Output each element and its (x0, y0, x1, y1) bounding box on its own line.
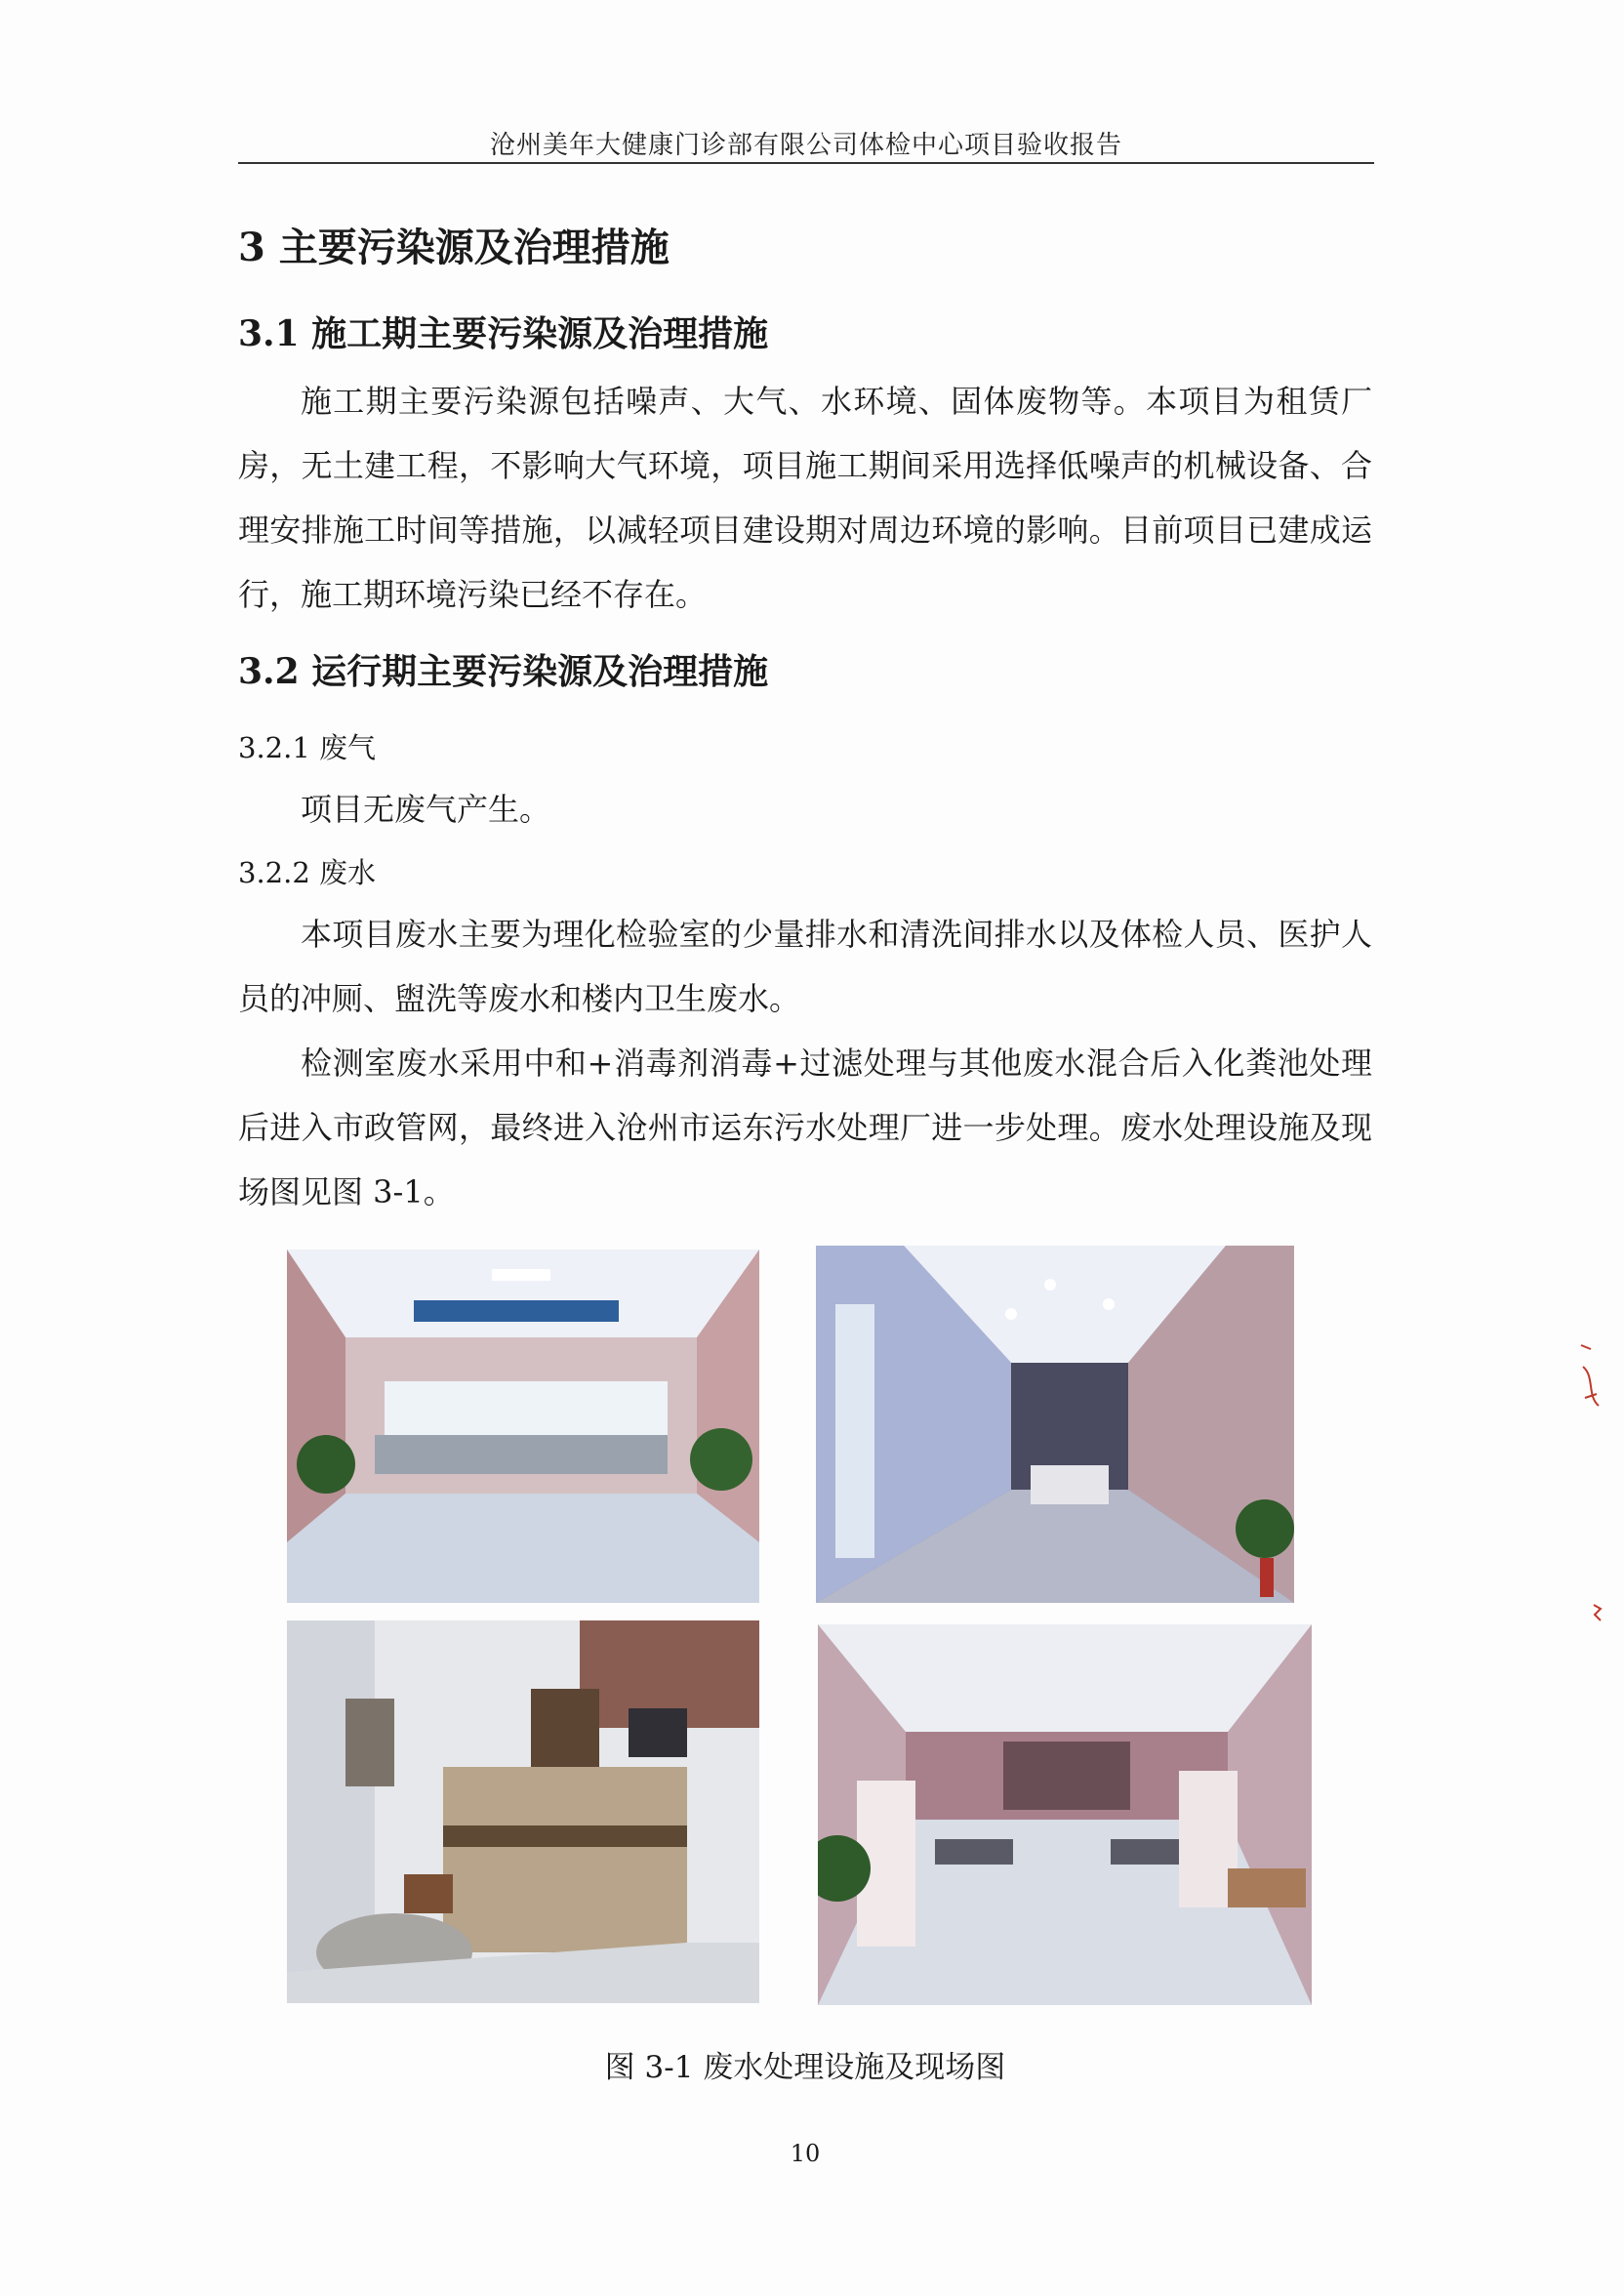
scan-stamp-mark-small (1591, 1601, 1604, 1624)
item-heading-3-2-2: 3.2.2 废水 (238, 856, 377, 889)
figure-caption: 图 3-1 废水处理设施及现场图 (604, 2050, 1006, 2085)
paragraph-exhaust-gas: 项目无废气产生。 (301, 791, 551, 828)
photo-reception-hall (287, 1250, 759, 1603)
paragraph-wastewater-treatment: 检测室废水采用中和+消毒剂消毒+过滤处理与其他废水混合后入化粪池处理后进入市政管网，最终进入沧州市运东污水处理厂进一步处理。废水处理设施及现场图见图 3-1。 (238, 1045, 1372, 1210)
photo-treatment-equipment (287, 1620, 759, 2003)
photo-waiting-area (818, 1624, 1312, 2005)
running-header: 沧州美年大健康门诊部有限公司体检中心项目验收报告 (489, 131, 1122, 160)
paragraph-wastewater-sources: 本项目废水主要为理化检验室的少量排水和清洗间排水以及体检人员、医护人员的冲厕、盥洗等废水和楼内卫生废水。 (238, 916, 1372, 1017)
photo-corridor (816, 1246, 1294, 1603)
item-heading-3-2-1: 3.2.1 废气 (238, 731, 377, 764)
section-heading: 3 主要污染源及治理措施 (238, 225, 670, 270)
subsection-heading-3-2: 3.2 运行期主要污染源及治理措施 (238, 651, 769, 692)
header-rule (238, 162, 1374, 164)
subsection-heading-3-1: 3.1 施工期主要污染源及治理措施 (238, 313, 769, 354)
paragraph-construction-period: 施工期主要污染源包括噪声、大气、水环境、固体废物等。本项目为租赁厂房，无土建工程，不影响大气环境，项目施工期间采用选择低噪声的机械设备、合理安排施工时间等措施，以减轻项目建设期对周边环境的影响。目前项目已建成运行，施工期环境污染已经不存在。 (238, 383, 1372, 613)
scan-stamp-mark (1577, 1337, 1606, 1435)
page-number: 10 (790, 2140, 821, 2167)
